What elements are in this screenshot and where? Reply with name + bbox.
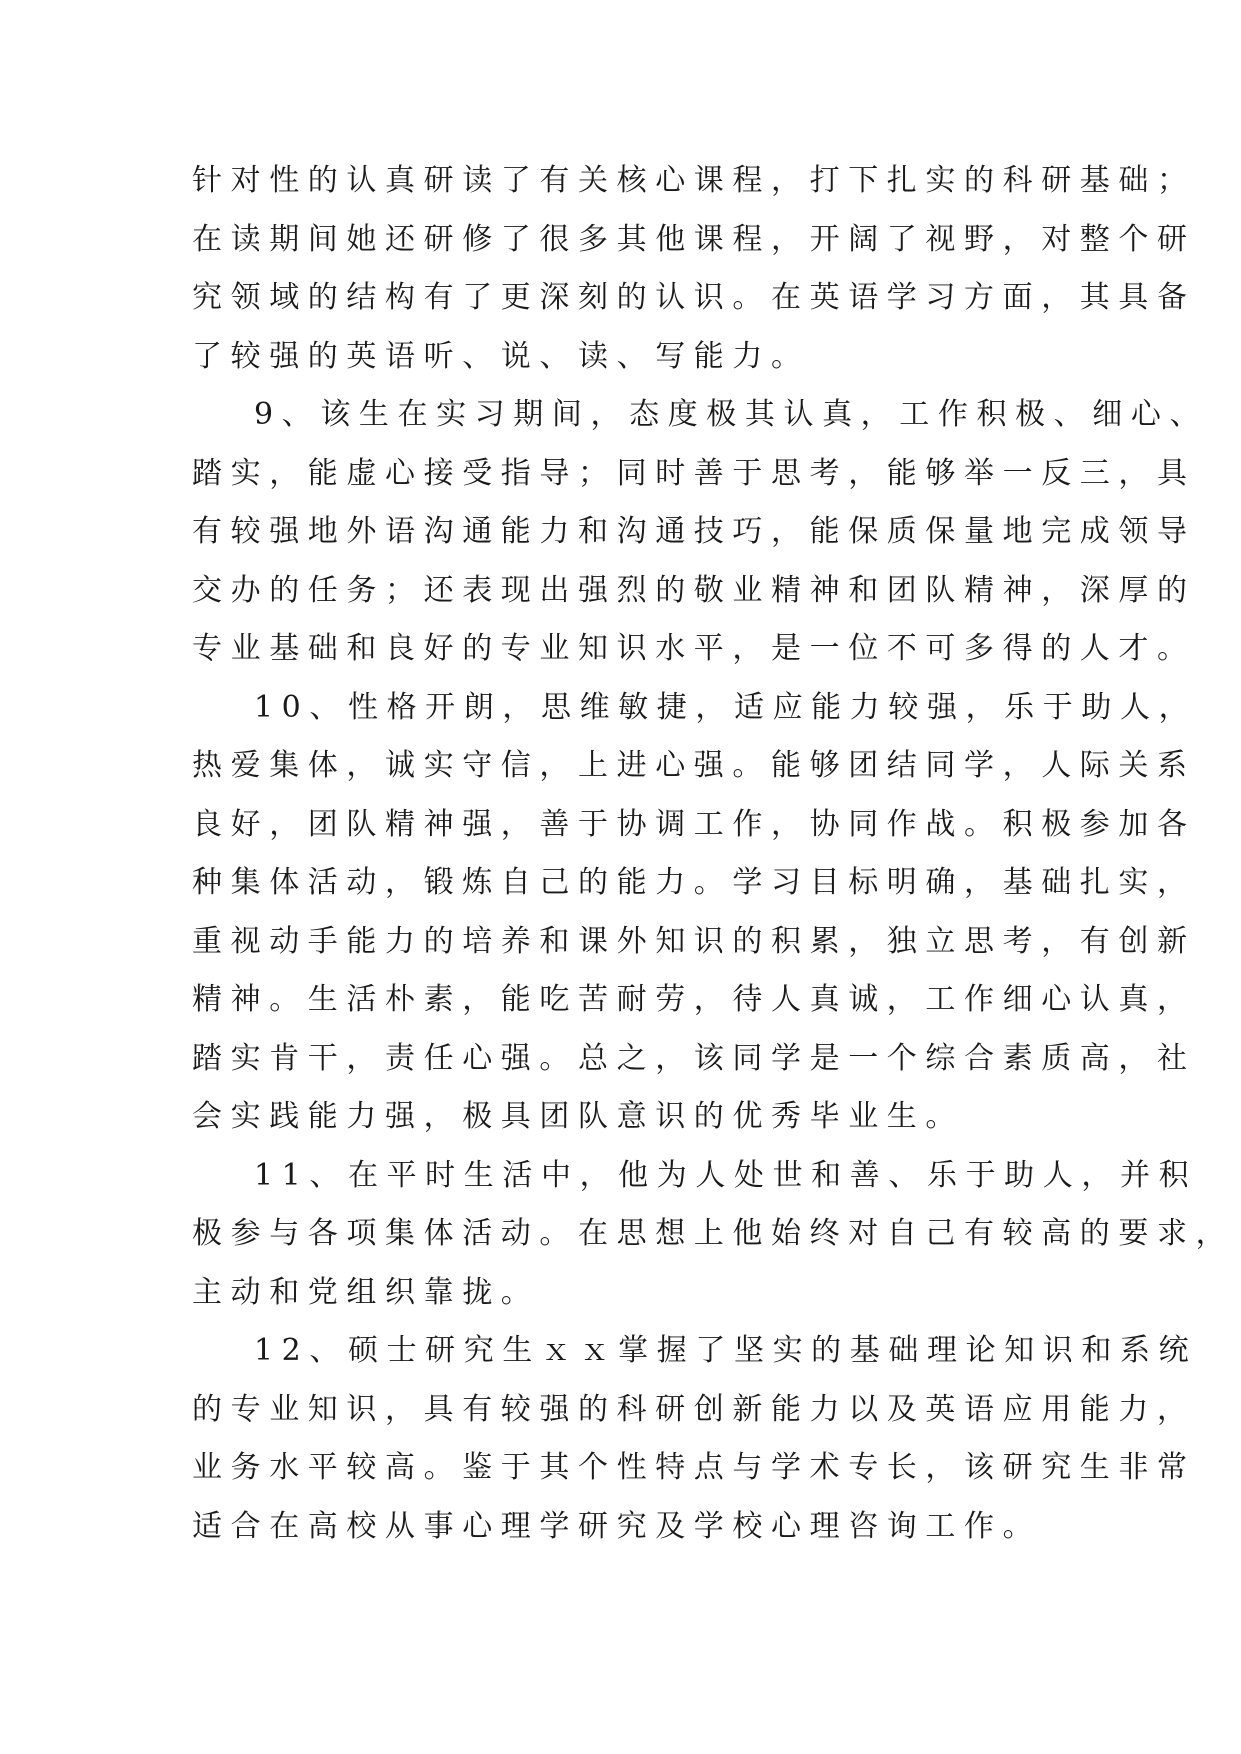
text-line: 针对性的认真研读了有关核心课程，打下扎实的科研基础；	[192, 163, 1196, 198]
text-line: 了较强的英语听、说、读、写能力。	[192, 338, 810, 374]
text-line: 热爱集体，诚实守信，上进心强。能够团结同学，人际关系	[192, 748, 1196, 783]
paragraph-first-line: 12、硕士研究生ｘｘ掌握了坚实的基础理论知识和系统	[254, 1333, 1198, 1368]
text-line: 极参与各项集体活动。在思想上他始终对自己有较高的要求，	[192, 1216, 1235, 1251]
paragraph-first-line: 10、性格开朗，思维敏捷，适应能力较强，乐于助人，	[254, 689, 1198, 725]
document-body	[192, 152, 1235, 1556]
text-line: 交办的任务；还表现出强烈的敬业精神和团队精神，深厚的	[192, 572, 1196, 608]
paragraph-first-line: 11、在平时生活中，他为人处世和善、乐于助人，并积	[254, 1157, 1198, 1193]
text-line: 有较强地外语沟通能力和沟通技巧，能保质保量地完成领导	[192, 514, 1196, 549]
text-line: 适合在高校从事心理学研究及学校心理咨询工作。	[192, 1508, 1042, 1544]
text-line: 种集体活动，锻炼自己的能力。学习目标明确，基础扎实，	[192, 865, 1196, 900]
paragraph-first-line: 9、该生在实习期间，态度极其认真，工作积极、细心、	[254, 397, 1209, 432]
text-line: 在读期间她还研修了很多其他课程，开阔了视野，对整个研	[192, 221, 1196, 257]
text-line: 踏实肯干，责任心强。总之，该同学是一个综合素质高，社	[192, 1040, 1196, 1076]
text-line: 主动和党组织靠拢。	[192, 1274, 540, 1310]
text-line: 精神。生活朴素，能吃苦耐劳，待人真诚，工作细心认真，	[192, 982, 1196, 1017]
text-line: 良好，团队精神强，善于协调工作，协同作战。积极参加各	[192, 806, 1196, 842]
text-line: 踏实，能虚心接受指导；同时善于思考，能够举一反三，具	[192, 455, 1196, 491]
text-line: 的专业知识，具有较强的科研创新能力以及英语应用能力，	[192, 1391, 1196, 1427]
text-line: 会实践能力强，极具团队意识的优秀毕业生。	[192, 1099, 964, 1134]
text-line: 业务水平较高。鉴于其个性特点与学术专长，该研究生非常	[192, 1450, 1196, 1485]
text-line: 重视动手能力的培养和课外知识的积累，独立思考，有创新	[192, 923, 1196, 959]
text-line: 究领域的结构有了更深刻的认识。在英语学习方面，其具备	[192, 280, 1196, 315]
text-line: 专业基础和良好的专业知识水平，是一位不可多得的人才。	[192, 631, 1196, 666]
